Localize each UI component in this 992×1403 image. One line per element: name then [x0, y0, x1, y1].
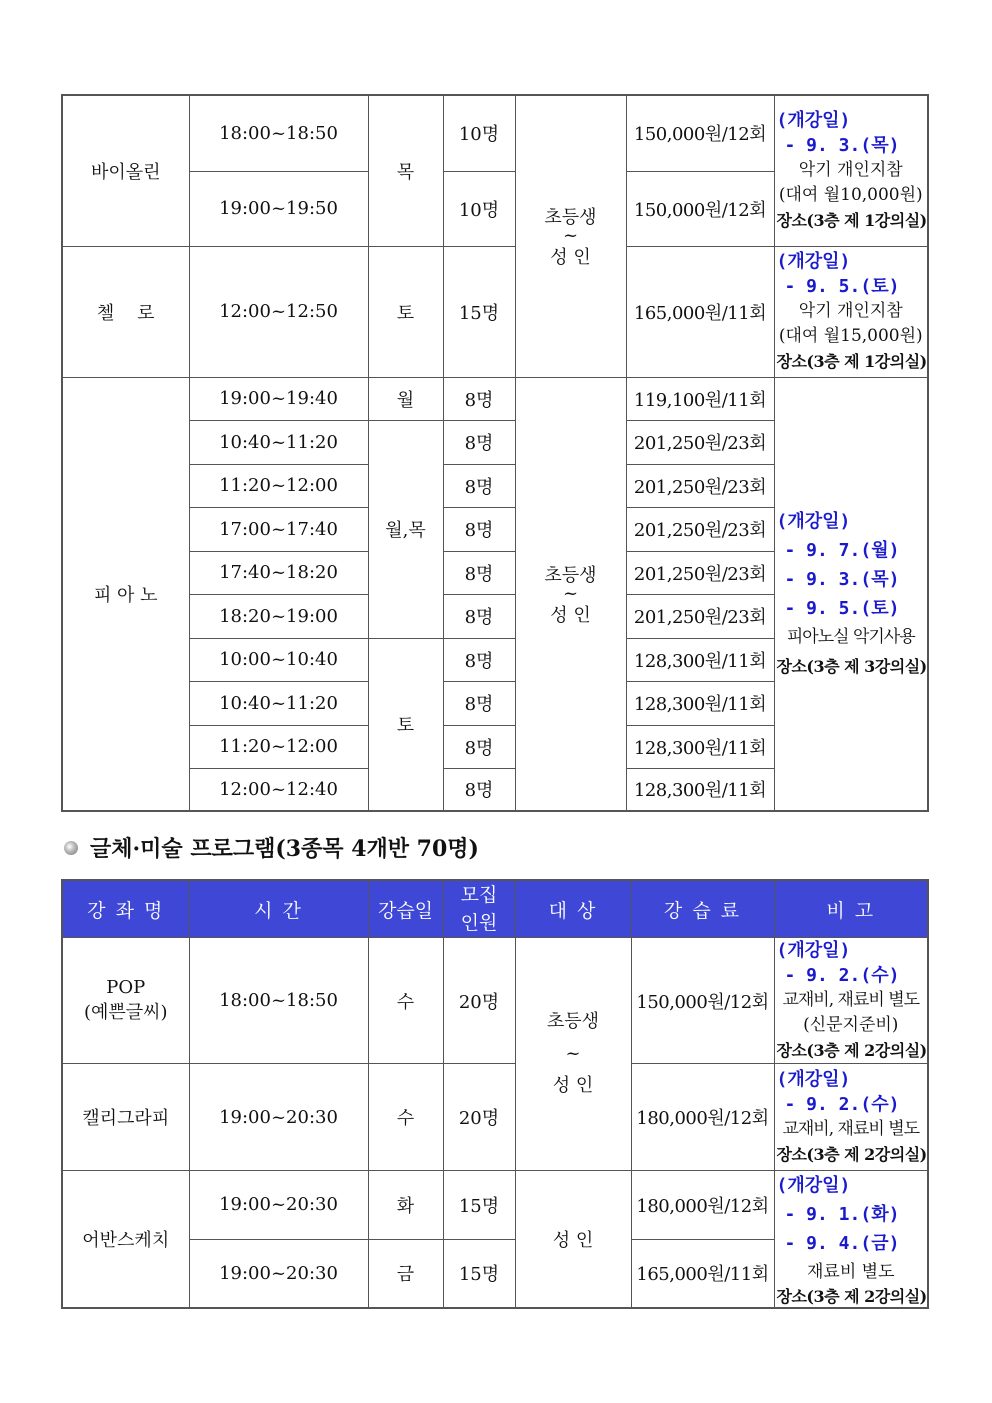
- capacity-cell: 8명: [443, 551, 515, 594]
- day-cell: 화: [368, 1171, 443, 1240]
- start-date: - 9. 5.(토): [784, 276, 900, 297]
- fee-cell: 201,250원/23회: [626, 507, 774, 551]
- capacity-cell: 8명: [443, 507, 515, 551]
- fee-cell: 201,250원/23회: [626, 464, 774, 507]
- fee-cell: 165,000원/11회: [626, 246, 774, 377]
- section-title: 글체·미술 프로그램(3종목 4개반 70명): [90, 836, 479, 862]
- capacity-cell: 8명: [443, 681, 515, 725]
- time-cell: 10:40~11:20: [189, 420, 368, 464]
- fee-cell: 150,000원/12회: [626, 171, 774, 246]
- day-cell: 월: [368, 377, 443, 420]
- fee-cell: 128,300원/11회: [626, 725, 774, 768]
- start-label: (개강일): [776, 1069, 851, 1090]
- time-cell: 10:40~11:20: [189, 681, 368, 725]
- header-target: 대 상: [515, 880, 631, 938]
- capacity-cell: 8명: [443, 638, 515, 681]
- course-name: 피 아 노: [62, 377, 189, 811]
- time-cell: 17:00~17:40: [189, 507, 368, 551]
- start-date: - 9. 7.(월): [784, 539, 900, 561]
- table-row: [62, 95, 928, 171]
- course-name-line: POP: [106, 977, 146, 998]
- capacity-cell: 10명: [443, 95, 515, 171]
- target-line: 성 인: [550, 604, 591, 626]
- table-row: [62, 938, 928, 1064]
- fee-cell: 128,300원/11회: [626, 768, 774, 811]
- note-line: 교재비, 재료비 별도: [782, 990, 920, 1010]
- header-capacity: [443, 880, 515, 938]
- target-cell: [515, 95, 626, 377]
- header-day: 강습일: [368, 880, 443, 938]
- note-line: 재료비 별도: [806, 1262, 895, 1282]
- bullet-icon: [64, 841, 78, 855]
- fee-cell: 128,300원/11회: [626, 638, 774, 681]
- capacity-cell: 15명: [443, 1171, 515, 1240]
- course-name: 바이올린: [62, 95, 189, 246]
- start-date: - 9. 2.(수): [784, 965, 900, 986]
- time-cell: 10:00~10:40: [189, 638, 368, 681]
- capacity-cell: 10명: [443, 171, 515, 246]
- target-cell: [515, 377, 626, 811]
- header-fee: 강 습 료: [631, 880, 774, 938]
- day-cell: 수: [368, 1064, 443, 1171]
- fee-cell: 201,250원/23회: [626, 594, 774, 638]
- start-date: - 9. 3.(목): [784, 135, 900, 157]
- start-date: - 9. 5.(토): [784, 597, 900, 619]
- target-line: ~: [562, 225, 579, 247]
- music-schedule-table: [61, 94, 929, 812]
- target-line: 성 인: [550, 247, 591, 269]
- day-cell: 토: [368, 246, 443, 377]
- time-cell: 11:20~12:00: [189, 464, 368, 507]
- start-label: (개강일): [776, 940, 851, 961]
- location: 장소(3층 제 2강의실): [776, 1287, 927, 1306]
- capacity-cell: 8명: [443, 594, 515, 638]
- time-cell: 12:00~12:40: [189, 768, 368, 811]
- fee-cell: 201,250원/23회: [626, 551, 774, 594]
- fee-cell: 150,000원/12회: [626, 95, 774, 171]
- fee-cell: 150,000원/12회: [631, 938, 774, 1064]
- day-cell: 토: [368, 638, 443, 811]
- fee-cell: 128,300원/11회: [626, 681, 774, 725]
- course-name: [62, 938, 189, 1064]
- fee-cell: 165,000원/11회: [631, 1239, 774, 1308]
- time-cell: 11:20~12:00: [189, 725, 368, 768]
- target-line: 성 인: [552, 1075, 594, 1096]
- target-line: ~: [562, 582, 579, 604]
- start-label: (개강일): [776, 251, 851, 272]
- capacity-cell: 15명: [443, 1239, 515, 1308]
- capacity-cell: 8명: [443, 377, 515, 420]
- header-course: 강 좌 명: [62, 880, 189, 938]
- note-cell: [774, 1064, 928, 1171]
- target-cell: 성 인: [515, 1171, 631, 1309]
- capacity-cell: 8명: [443, 464, 515, 507]
- note-line: 피아노실 악기사용: [786, 626, 915, 647]
- time-cell: 17:40~18:20: [189, 551, 368, 594]
- capacity-cell: 15명: [443, 246, 515, 377]
- day-cell: 월,목: [368, 420, 443, 638]
- target-line: 초등생: [544, 207, 597, 229]
- location: 장소(3층 제 1강의실): [776, 352, 927, 371]
- note-cell: [774, 938, 928, 1064]
- time-cell: 18:00~18:50: [189, 938, 368, 1064]
- day-cell: 목: [368, 95, 443, 246]
- time-cell: 19:00~20:30: [189, 1064, 368, 1171]
- course-name-line: (예쁜글씨): [83, 1002, 168, 1023]
- target-cell: [515, 938, 631, 1171]
- start-date: - 9. 2.(수): [784, 1094, 900, 1115]
- header-capacity-line: 모집: [460, 884, 498, 906]
- note-cell: [774, 377, 928, 811]
- table-row: [62, 1171, 928, 1240]
- section-heading: [64, 832, 479, 863]
- note-line: (대여 월10,000원): [778, 185, 923, 206]
- note-line: 악기 개인지참: [798, 301, 903, 321]
- course-name: 어반스케치: [62, 1171, 189, 1309]
- fee-cell: 119,100원/11회: [626, 377, 774, 420]
- header-capacity-line: 인원: [460, 912, 498, 934]
- fee-cell: 180,000원/12회: [631, 1064, 774, 1171]
- time-cell: 12:00~12:50: [189, 246, 368, 377]
- time-cell: 19:00~20:30: [189, 1171, 368, 1240]
- table-row: [62, 246, 928, 377]
- capacity-cell: 20명: [443, 1064, 515, 1171]
- table-row: [62, 377, 928, 420]
- capacity-cell: 8명: [443, 420, 515, 464]
- note-line: 교재비, 재료비 별도: [782, 1119, 920, 1139]
- note-line: (대여 월15,000원): [778, 326, 923, 346]
- time-cell: 19:00~20:30: [189, 1239, 368, 1308]
- day-cell: 수: [368, 938, 443, 1064]
- time-cell: 18:20~19:00: [189, 594, 368, 638]
- time-cell: 19:00~19:40: [189, 377, 368, 420]
- capacity-cell: 20명: [443, 938, 515, 1064]
- header-note: 비 고: [774, 880, 928, 938]
- note-cell: [774, 95, 928, 246]
- table-row: [62, 1064, 928, 1171]
- location: 장소(3층 제 1강의실): [776, 211, 927, 231]
- note-cell: [774, 246, 928, 377]
- header-time: 시 간: [189, 880, 368, 938]
- course-name: 캘리그라피: [62, 1064, 189, 1171]
- location: 장소(3층 제 2강의실): [776, 1145, 927, 1164]
- target-line: ~: [565, 1043, 581, 1064]
- capacity-cell: 8명: [443, 725, 515, 768]
- day-cell: 금: [368, 1239, 443, 1308]
- art-schedule-table: [61, 879, 929, 1309]
- course-name: 첼 로: [62, 246, 189, 377]
- location: 장소(3층 제 2강의실): [776, 1041, 927, 1060]
- start-label: (개강일): [776, 510, 851, 532]
- start-date: - 9. 3.(목): [784, 568, 900, 590]
- target-line: 초등생: [546, 1011, 600, 1032]
- fee-cell: 201,250원/23회: [626, 420, 774, 464]
- note-cell: [774, 1171, 928, 1309]
- location: 장소(3층 제 3강의실): [776, 656, 927, 676]
- header-row: [62, 880, 928, 938]
- start-date: - 9. 4.(금): [784, 1233, 900, 1254]
- start-label: (개강일): [776, 1175, 851, 1196]
- note-line: (신문지준비): [803, 1015, 899, 1035]
- start-label: (개강일): [776, 110, 851, 132]
- time-cell: 18:00~18:50: [189, 95, 368, 171]
- fee-cell: 180,000원/12회: [631, 1171, 774, 1240]
- note-line: 악기 개인지참: [798, 160, 903, 181]
- target-line: 초등생: [544, 564, 597, 586]
- start-date: - 9. 1.(화): [784, 1204, 900, 1225]
- capacity-cell: 8명: [443, 768, 515, 811]
- time-cell: 19:00~19:50: [189, 171, 368, 246]
